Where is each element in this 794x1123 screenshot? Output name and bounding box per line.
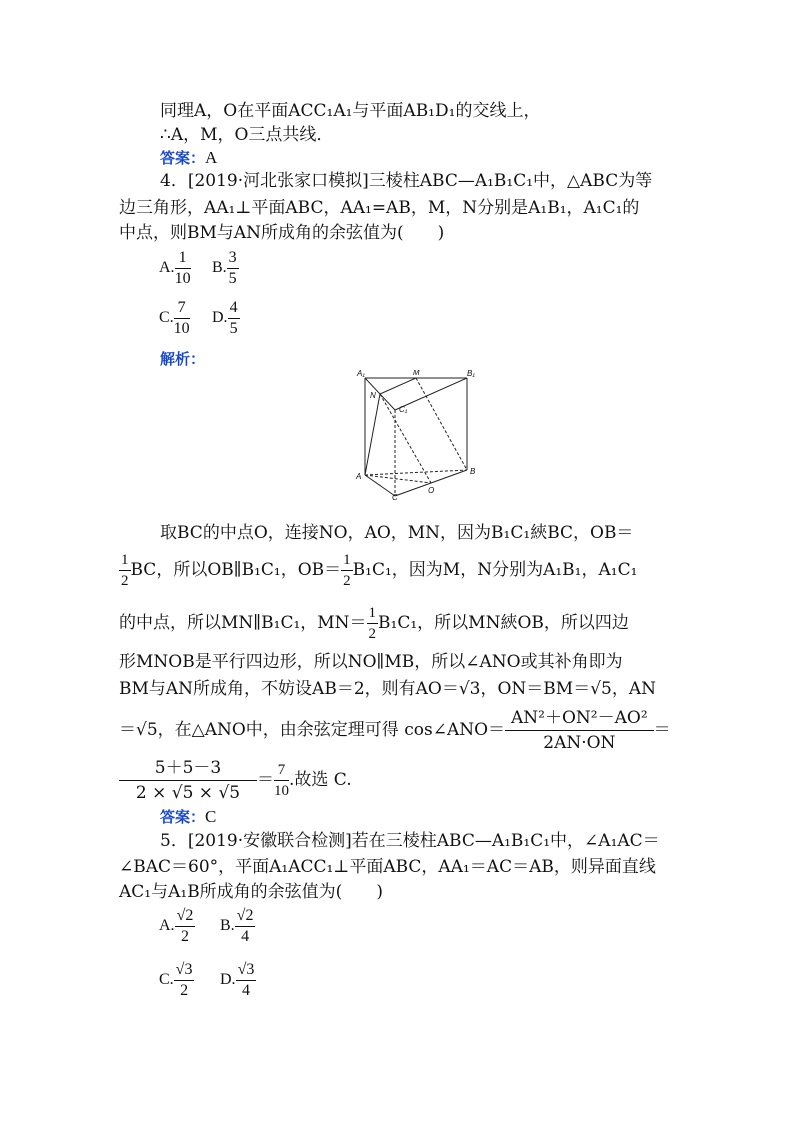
prism-figure — [355, 370, 485, 500]
fraction-numerator: √2 — [235, 906, 256, 927]
fraction-numerator: 4 — [228, 298, 240, 319]
edge-a-b — [365, 470, 467, 475]
answer-line — [160, 147, 217, 169]
formula-denominator: 2 × √5 × √5 — [135, 783, 241, 803]
half-fraction — [341, 550, 353, 591]
label-b: B — [470, 467, 476, 476]
fraction-numerator: 1 — [341, 550, 353, 571]
option-fraction — [175, 906, 196, 947]
solution-line-7 — [119, 756, 352, 805]
label-o: O — [428, 486, 435, 495]
option-b — [212, 248, 239, 289]
option-d — [212, 298, 240, 339]
label-a1: A₁ — [357, 370, 365, 378]
solution-text: .故选 C. — [289, 770, 352, 790]
option-letter: D. — [212, 309, 228, 327]
answer-label: 答案： — [160, 149, 206, 167]
segment-m-b — [416, 378, 467, 470]
label-c: C — [392, 493, 398, 500]
solution-line-2 — [119, 550, 637, 591]
segment-n-m — [380, 378, 416, 394]
fraction-denominator: 2 — [121, 573, 129, 589]
fraction-denominator: 4 — [241, 982, 250, 999]
equals-sign: ＝ — [653, 720, 671, 740]
option-fraction — [175, 248, 191, 289]
half-fraction — [119, 550, 131, 591]
fraction-numerator: √3 — [236, 960, 257, 981]
solution-line-5: BM与AN所成角，不妨设AB＝2，则有AO＝√3，ON＝BM＝√5，AN — [119, 679, 657, 699]
fraction-numerator: 1 — [119, 550, 131, 571]
solution-line-6 — [119, 706, 671, 755]
fraction-numerator: 1 — [175, 248, 191, 269]
option-fraction — [174, 298, 190, 339]
solution-text: 的中点，所以MN∥B₁C₁，MN＝ — [119, 613, 367, 633]
segment-a-n — [365, 394, 380, 475]
question-4-line-3: 中点，则BM与AN所成角的余弦值为( ) — [119, 223, 445, 243]
solution-text: B₁C₁，所以MN綊OB，所以四边 — [378, 613, 629, 633]
option-fraction — [228, 298, 240, 339]
option-letter: C. — [159, 309, 174, 327]
option-fraction — [227, 248, 239, 289]
fraction-numerator: 7 — [274, 760, 289, 781]
fraction-denominator: 10 — [173, 320, 190, 337]
cosine-formula — [505, 706, 654, 755]
fraction-denominator: 2 — [180, 928, 189, 945]
question-5-line-1: 5．[2019·安徽联合检测]若在三棱柱ABC—A₁B₁C₁中，∠A₁AC＝ — [160, 831, 660, 851]
fraction-denominator: 5 — [229, 320, 238, 337]
solution-line-3 — [119, 603, 629, 644]
fraction-numerator: √3 — [174, 960, 195, 981]
option-c — [159, 960, 194, 1001]
question-5-line-2: ∠BAC＝60°，平面A₁ACC₁⊥平面ABC，AA₁＝AC＝AB，则异面直线 — [119, 857, 656, 877]
solution-text: B₁C₁，因为M，N分别为A₁B₁，A₁C₁ — [352, 560, 638, 580]
option-fraction — [174, 960, 195, 1001]
option-letter: A. — [159, 917, 175, 935]
option-d — [220, 960, 256, 1001]
question-4-line-1: 4．[2019·河北张家口模拟]三棱柱ABC—A₁B₁C₁中，△ABC为等 — [160, 171, 653, 191]
fraction-denominator: 4 — [241, 928, 250, 945]
fraction-numerator: √2 — [175, 906, 196, 927]
label-m: M — [413, 370, 420, 377]
solution-text: BC，所以OB∥B₁C₁，OB＝ — [130, 560, 342, 580]
formula-numerator: AN²＋ON²－AO² — [505, 706, 654, 731]
solution-text: ＝√5，在△ANO中，由余弦定理可得 cos∠ANO＝ — [119, 720, 506, 740]
option-a — [159, 248, 191, 289]
text-line: ∴A，M，O三点共线． — [160, 125, 334, 145]
label-c1: C₁ — [399, 405, 408, 414]
option-letter: C. — [159, 971, 174, 989]
fraction-denominator: 2 — [368, 626, 377, 642]
question-5-line-3: AC₁与A₁B所成角的余弦值为( ) — [119, 882, 383, 902]
jiexi-label: 解析： — [160, 350, 206, 368]
option-c — [159, 298, 190, 339]
fraction-denominator: 2 — [180, 982, 189, 999]
text-line: 同理A，O在平面ACC₁A₁与平面AB₁D₁的交线上， — [160, 101, 541, 121]
fraction-numerator: 1 — [367, 603, 379, 624]
equals-sign: ＝ — [257, 770, 274, 790]
label-n: N — [370, 391, 376, 400]
option-a — [159, 906, 195, 947]
question-4-line-2: 边三角形，AA₁⊥平面ABC，AA₁=AB，M，N分别是A₁B₁，A₁C₁的 — [119, 198, 640, 218]
label-a: A — [356, 472, 362, 481]
option-letter: A. — [159, 259, 175, 277]
option-letter: D. — [220, 971, 236, 989]
solution-line-1: 取BC的中点O，连接NO，AO，MN，因为B₁C₁綊BC，OB＝ — [160, 523, 634, 543]
substitution-fraction — [119, 756, 257, 805]
answer-line-2 — [160, 806, 216, 828]
answer-value: C — [205, 807, 217, 826]
option-letter: B. — [220, 917, 235, 935]
fraction-numerator: 7 — [174, 298, 190, 319]
formula-denominator: 2AN·ON — [543, 733, 616, 753]
option-letter: B. — [212, 259, 227, 277]
fraction-denominator: 10 — [174, 270, 191, 287]
solution-line-4: 形MNOB是平行四边形，所以NO∥MB，所以∠ANO或其补角即为 — [119, 652, 623, 672]
label-b1: B₁ — [467, 370, 475, 378]
option-fraction — [235, 906, 256, 947]
formula-numerator: 5＋5－3 — [119, 756, 257, 781]
fraction-denominator: 10 — [274, 783, 289, 799]
result-fraction — [274, 760, 289, 801]
answer-value: A — [205, 148, 218, 167]
fraction-numerator: 3 — [227, 248, 239, 269]
fraction-denominator: 5 — [228, 270, 237, 287]
option-b — [220, 906, 255, 947]
option-fraction — [236, 960, 257, 1001]
half-fraction — [367, 603, 379, 644]
answer-label: 答案： — [160, 808, 206, 826]
fraction-denominator: 2 — [343, 573, 351, 589]
